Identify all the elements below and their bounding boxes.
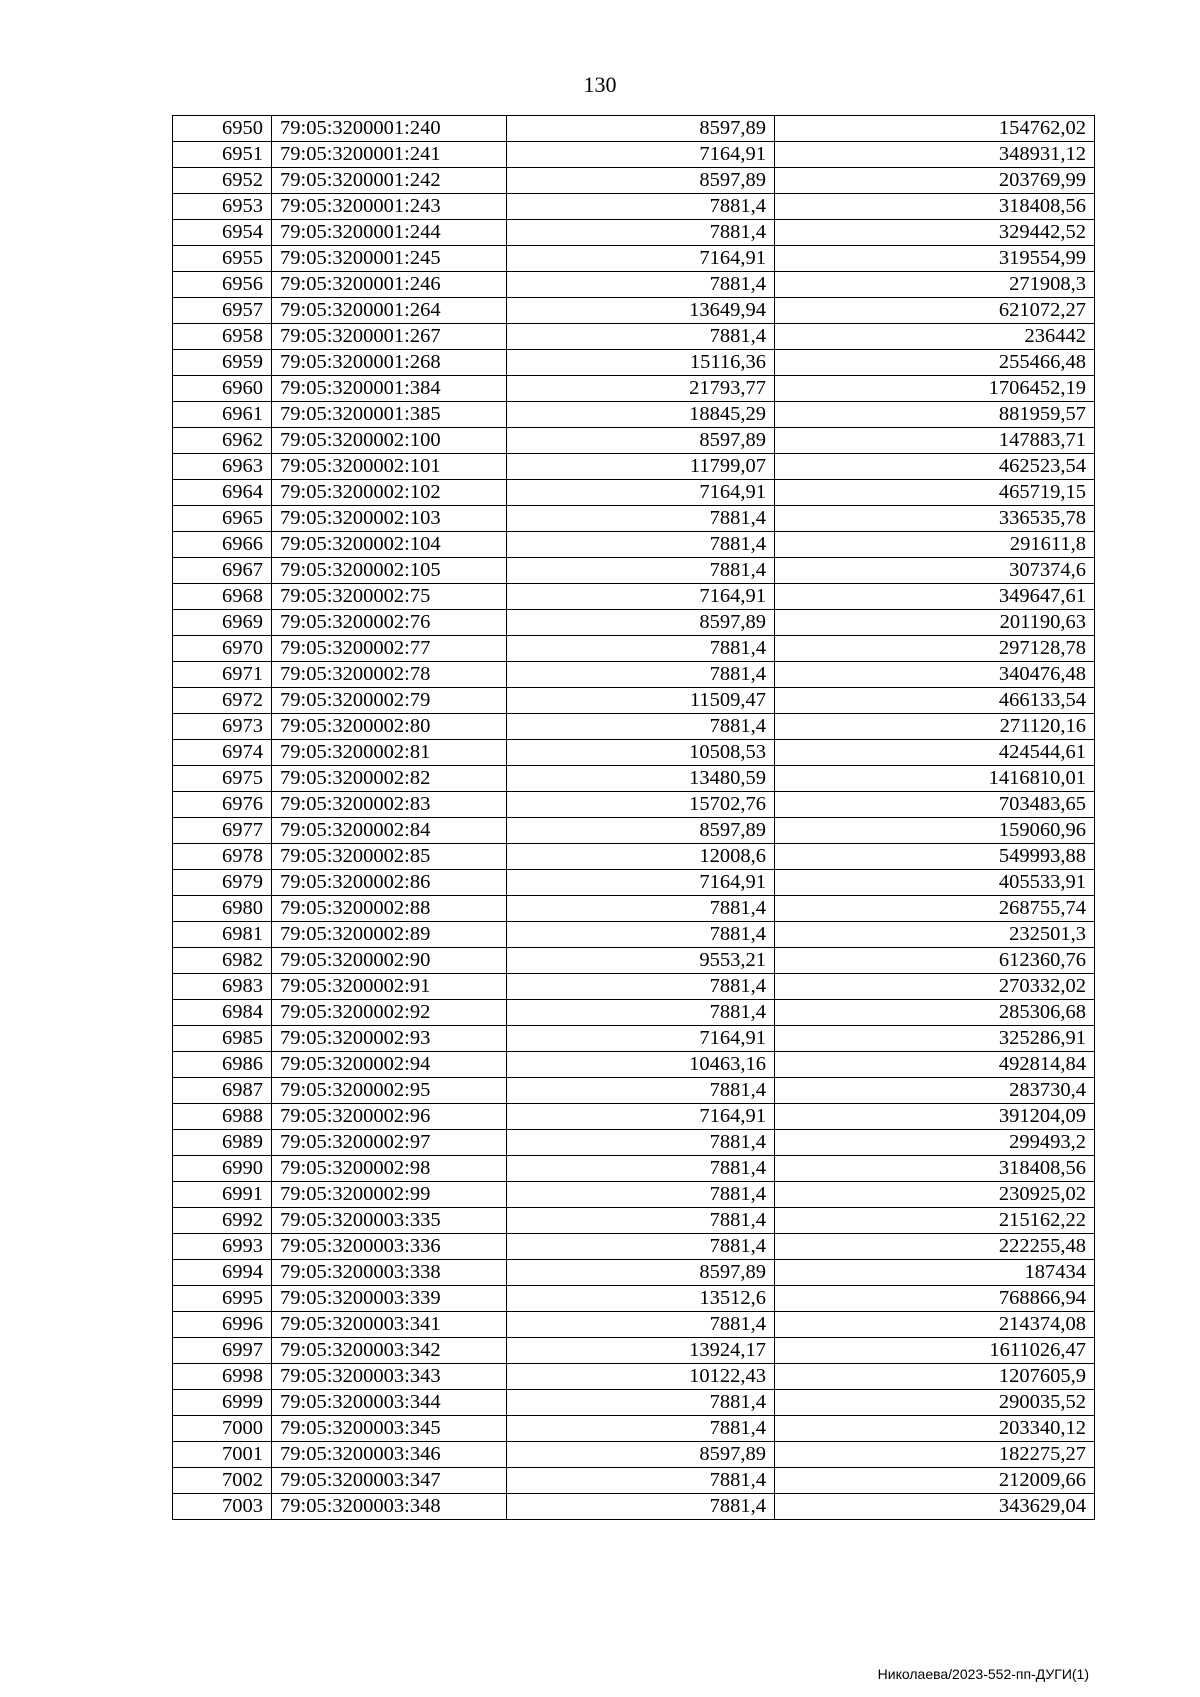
table-row <box>173 1234 1095 1260</box>
area-value-cell: 7881,4 <box>507 714 775 740</box>
cadastral-number-cell: 79:05:3200003:335 <box>272 1208 507 1234</box>
row-number-cell: 6984 <box>173 1000 272 1026</box>
row-number-cell: 7003 <box>173 1494 272 1520</box>
cadastral-value-cell: 182275,27 <box>775 1442 1095 1468</box>
cadastral-number-cell: 79:05:3200002:103 <box>272 506 507 532</box>
area-value-cell: 12008,6 <box>507 844 775 870</box>
cadastral-number-cell: 79:05:3200002:94 <box>272 1052 507 1078</box>
row-number-cell: 6995 <box>173 1286 272 1312</box>
cadastral-number-cell: 79:05:3200003:336 <box>272 1234 507 1260</box>
row-number-cell: 6982 <box>173 948 272 974</box>
area-value-cell: 21793,77 <box>507 376 775 402</box>
table-row <box>173 1416 1095 1442</box>
row-number-cell: 7001 <box>173 1442 272 1468</box>
cadastral-value-cell: 768866,94 <box>775 1286 1095 1312</box>
area-value-cell: 7164,91 <box>507 480 775 506</box>
cadastral-number-cell: 79:05:3200002:93 <box>272 1026 507 1052</box>
cadastral-number-cell: 79:05:3200003:339 <box>272 1286 507 1312</box>
row-number-cell: 6974 <box>173 740 272 766</box>
area-value-cell: 11509,47 <box>507 688 775 714</box>
cadastral-number-cell: 79:05:3200001:268 <box>272 350 507 376</box>
table-row <box>173 402 1095 428</box>
cadastral-number-cell: 79:05:3200003:341 <box>272 1312 507 1338</box>
table-row <box>173 1286 1095 1312</box>
cadastral-value-cell: 215162,22 <box>775 1208 1095 1234</box>
cadastral-value-cell: 307374,6 <box>775 558 1095 584</box>
table-row <box>173 1494 1095 1520</box>
cadastral-value-cell: 621072,27 <box>775 298 1095 324</box>
area-value-cell: 7881,4 <box>507 1234 775 1260</box>
row-number-cell: 6980 <box>173 896 272 922</box>
cadastral-value-cell: 340476,48 <box>775 662 1095 688</box>
row-number-cell: 6991 <box>173 1182 272 1208</box>
row-number-cell: 6970 <box>173 636 272 662</box>
cadastral-number-cell: 79:05:3200002:75 <box>272 584 507 610</box>
table-row <box>173 1390 1095 1416</box>
cadastral-value-cell: 612360,76 <box>775 948 1095 974</box>
area-value-cell: 8597,89 <box>507 168 775 194</box>
cadastral-number-cell: 79:05:3200002:83 <box>272 792 507 818</box>
cadastral-number-cell: 79:05:3200001:240 <box>272 116 507 142</box>
table-row <box>173 1078 1095 1104</box>
table-row <box>173 116 1095 142</box>
table-row <box>173 168 1095 194</box>
table-row <box>173 636 1095 662</box>
table-row <box>173 818 1095 844</box>
row-number-cell: 7000 <box>173 1416 272 1442</box>
cadastral-value-cell: 318408,56 <box>775 1156 1095 1182</box>
area-value-cell: 7164,91 <box>507 246 775 272</box>
cadastral-value-cell: 348931,12 <box>775 142 1095 168</box>
cadastral-value-cell: 214374,08 <box>775 1312 1095 1338</box>
table-row <box>173 870 1095 896</box>
table-row <box>173 1156 1095 1182</box>
table-row <box>173 1312 1095 1338</box>
cadastral-number-cell: 79:05:3200001:243 <box>272 194 507 220</box>
row-number-cell: 6987 <box>173 1078 272 1104</box>
cadastral-value-cell: 465719,15 <box>775 480 1095 506</box>
cadastral-number-cell: 79:05:3200002:105 <box>272 558 507 584</box>
row-number-cell: 6979 <box>173 870 272 896</box>
row-number-cell: 6954 <box>173 220 272 246</box>
row-number-cell: 6957 <box>173 298 272 324</box>
table-row <box>173 1442 1095 1468</box>
row-number-cell: 6981 <box>173 922 272 948</box>
cadastral-value-cell: 1706452,19 <box>775 376 1095 402</box>
table-row <box>173 532 1095 558</box>
table-row <box>173 1104 1095 1130</box>
row-number-cell: 6951 <box>173 142 272 168</box>
area-value-cell: 7881,4 <box>507 506 775 532</box>
area-value-cell: 8597,89 <box>507 428 775 454</box>
area-value-cell: 7881,4 <box>507 922 775 948</box>
area-value-cell: 7881,4 <box>507 532 775 558</box>
cadastral-value-cell: 319554,99 <box>775 246 1095 272</box>
cadastral-number-cell: 79:05:3200003:348 <box>272 1494 507 1520</box>
cadastral-number-cell: 79:05:3200002:100 <box>272 428 507 454</box>
cadastral-value-cell: 268755,74 <box>775 896 1095 922</box>
area-value-cell: 7881,4 <box>507 1494 775 1520</box>
area-value-cell: 13924,17 <box>507 1338 775 1364</box>
cadastral-value-cell: 462523,54 <box>775 454 1095 480</box>
cadastral-number-cell: 79:05:3200002:98 <box>272 1156 507 1182</box>
area-value-cell: 11799,07 <box>507 454 775 480</box>
area-value-cell: 8597,89 <box>507 610 775 636</box>
area-value-cell: 8597,89 <box>507 1442 775 1468</box>
row-number-cell: 6999 <box>173 1390 272 1416</box>
table-row <box>173 1000 1095 1026</box>
cadastral-value-cell: 881959,57 <box>775 402 1095 428</box>
cadastral-number-cell: 79:05:3200002:81 <box>272 740 507 766</box>
cadastral-number-cell: 79:05:3200002:91 <box>272 974 507 1000</box>
row-number-cell: 6963 <box>173 454 272 480</box>
table-row <box>173 1026 1095 1052</box>
table-row <box>173 1182 1095 1208</box>
table-row <box>173 506 1095 532</box>
row-number-cell: 6955 <box>173 246 272 272</box>
cadastral-value-cell: 466133,54 <box>775 688 1095 714</box>
cadastral-value-cell: 222255,48 <box>775 1234 1095 1260</box>
cadastral-number-cell: 79:05:3200002:89 <box>272 922 507 948</box>
area-value-cell: 7164,91 <box>507 584 775 610</box>
area-value-cell: 7881,4 <box>507 558 775 584</box>
cadastral-number-cell: 79:05:3200002:102 <box>272 480 507 506</box>
area-value-cell: 13512,6 <box>507 1286 775 1312</box>
row-number-cell: 7002 <box>173 1468 272 1494</box>
table-row <box>173 194 1095 220</box>
table-row <box>173 350 1095 376</box>
cadastral-number-cell: 79:05:3200002:99 <box>272 1182 507 1208</box>
cadastral-number-cell: 79:05:3200002:97 <box>272 1130 507 1156</box>
cadastral-number-cell: 79:05:3200002:86 <box>272 870 507 896</box>
cadastral-number-cell: 79:05:3200002:78 <box>272 662 507 688</box>
area-value-cell: 7881,4 <box>507 194 775 220</box>
row-number-cell: 6976 <box>173 792 272 818</box>
table-row <box>173 792 1095 818</box>
cadastral-value-cell: 549993,88 <box>775 844 1095 870</box>
table-row <box>173 298 1095 324</box>
row-number-cell: 6961 <box>173 402 272 428</box>
table-row <box>173 1130 1095 1156</box>
cadastral-number-cell: 79:05:3200002:92 <box>272 1000 507 1026</box>
area-value-cell: 15702,76 <box>507 792 775 818</box>
cadastral-value-cell: 159060,96 <box>775 818 1095 844</box>
area-value-cell: 10122,43 <box>507 1364 775 1390</box>
area-value-cell: 8597,89 <box>507 1260 775 1286</box>
table-row <box>173 896 1095 922</box>
cadastral-value-cell: 270332,02 <box>775 974 1095 1000</box>
cadastral-value-cell: 232501,3 <box>775 922 1095 948</box>
table-row <box>173 1338 1095 1364</box>
cadastral-number-cell: 79:05:3200001:385 <box>272 402 507 428</box>
cadastral-number-cell: 79:05:3200002:101 <box>272 454 507 480</box>
row-number-cell: 6989 <box>173 1130 272 1156</box>
area-value-cell: 7881,4 <box>507 1078 775 1104</box>
table-row <box>173 1208 1095 1234</box>
document-footer-code: Николаева/2023-552-пп-ДУГИ(1) <box>877 1666 1089 1682</box>
cadastral-number-cell: 79:05:3200001:241 <box>272 142 507 168</box>
cadastral-value-cell: 1416810,01 <box>775 766 1095 792</box>
table-row <box>173 454 1095 480</box>
cadastral-number-cell: 79:05:3200001:245 <box>272 246 507 272</box>
area-value-cell: 10463,16 <box>507 1052 775 1078</box>
area-value-cell: 18845,29 <box>507 402 775 428</box>
cadastral-value-cell: 492814,84 <box>775 1052 1095 1078</box>
cadastral-value-cell: 203769,99 <box>775 168 1095 194</box>
area-value-cell: 7881,4 <box>507 1416 775 1442</box>
cadastral-value-cell: 187434 <box>775 1260 1095 1286</box>
row-number-cell: 6968 <box>173 584 272 610</box>
cadastral-value-cell: 424544,61 <box>775 740 1095 766</box>
cadastral-value-cell: 255466,48 <box>775 350 1095 376</box>
cadastral-number-cell: 79:05:3200001:384 <box>272 376 507 402</box>
cadastral-number-cell: 79:05:3200001:264 <box>272 298 507 324</box>
table-row <box>173 584 1095 610</box>
area-value-cell: 8597,89 <box>507 116 775 142</box>
area-value-cell: 10508,53 <box>507 740 775 766</box>
table-row <box>173 610 1095 636</box>
cadastral-number-cell: 79:05:3200002:96 <box>272 1104 507 1130</box>
table-row <box>173 220 1095 246</box>
cadastral-value-cell: 405533,91 <box>775 870 1095 896</box>
cadastral-number-cell: 79:05:3200002:76 <box>272 610 507 636</box>
area-value-cell: 7881,4 <box>507 1390 775 1416</box>
cadastral-value-cell: 291611,8 <box>775 532 1095 558</box>
cadastral-value-cell: 236442 <box>775 324 1095 350</box>
cadastral-value-table <box>172 115 1095 1520</box>
cadastral-value-cell: 329442,52 <box>775 220 1095 246</box>
row-number-cell: 6960 <box>173 376 272 402</box>
area-value-cell: 7881,4 <box>507 896 775 922</box>
cadastral-number-cell: 79:05:3200002:95 <box>272 1078 507 1104</box>
table-row <box>173 1052 1095 1078</box>
cadastral-value-cell: 703483,65 <box>775 792 1095 818</box>
cadastral-value-cell: 212009,66 <box>775 1468 1095 1494</box>
row-number-cell: 6996 <box>173 1312 272 1338</box>
row-number-cell: 6959 <box>173 350 272 376</box>
cadastral-number-cell: 79:05:3200002:104 <box>272 532 507 558</box>
cadastral-value-cell: 297128,78 <box>775 636 1095 662</box>
row-number-cell: 6986 <box>173 1052 272 1078</box>
cadastral-value-cell: 343629,04 <box>775 1494 1095 1520</box>
cadastral-value-cell: 391204,09 <box>775 1104 1095 1130</box>
cadastral-number-cell: 79:05:3200002:90 <box>272 948 507 974</box>
area-value-cell: 7881,4 <box>507 662 775 688</box>
cadastral-number-cell: 79:05:3200002:79 <box>272 688 507 714</box>
row-number-cell: 6992 <box>173 1208 272 1234</box>
area-value-cell: 8597,89 <box>507 818 775 844</box>
area-value-cell: 13480,59 <box>507 766 775 792</box>
cadastral-value-cell: 336535,78 <box>775 506 1095 532</box>
table-row <box>173 688 1095 714</box>
cadastral-value-cell: 201190,63 <box>775 610 1095 636</box>
cadastral-number-cell: 79:05:3200003:345 <box>272 1416 507 1442</box>
cadastral-value-cell: 299493,2 <box>775 1130 1095 1156</box>
row-number-cell: 6985 <box>173 1026 272 1052</box>
area-value-cell: 7881,4 <box>507 636 775 662</box>
cadastral-number-cell: 79:05:3200001:246 <box>272 272 507 298</box>
table-row <box>173 246 1095 272</box>
area-value-cell: 7881,4 <box>507 1312 775 1338</box>
cadastral-number-cell: 79:05:3200001:242 <box>272 168 507 194</box>
table-row <box>173 1364 1095 1390</box>
cadastral-value-cell: 154762,02 <box>775 116 1095 142</box>
area-value-cell: 7881,4 <box>507 324 775 350</box>
cadastral-number-cell: 79:05:3200002:84 <box>272 818 507 844</box>
row-number-cell: 6962 <box>173 428 272 454</box>
row-number-cell: 6958 <box>173 324 272 350</box>
cadastral-value-cell: 283730,4 <box>775 1078 1095 1104</box>
table-row <box>173 766 1095 792</box>
cadastral-number-cell: 79:05:3200001:244 <box>272 220 507 246</box>
table-row <box>173 740 1095 766</box>
cadastral-number-cell: 79:05:3200003:347 <box>272 1468 507 1494</box>
row-number-cell: 6998 <box>173 1364 272 1390</box>
cadastral-value-cell: 318408,56 <box>775 194 1095 220</box>
cadastral-value-cell: 285306,68 <box>775 1000 1095 1026</box>
cadastral-number-cell: 79:05:3200002:82 <box>272 766 507 792</box>
table-body <box>173 116 1095 1520</box>
row-number-cell: 6971 <box>173 662 272 688</box>
table-row <box>173 558 1095 584</box>
cadastral-value-cell: 271120,16 <box>775 714 1095 740</box>
area-value-cell: 7881,4 <box>507 272 775 298</box>
cadastral-value-cell: 203340,12 <box>775 1416 1095 1442</box>
row-number-cell: 6964 <box>173 480 272 506</box>
table-row <box>173 922 1095 948</box>
cadastral-number-cell: 79:05:3200003:338 <box>272 1260 507 1286</box>
table-row <box>173 480 1095 506</box>
row-number-cell: 6952 <box>173 168 272 194</box>
table-row <box>173 142 1095 168</box>
area-value-cell: 7164,91 <box>507 1026 775 1052</box>
area-value-cell: 7881,4 <box>507 974 775 1000</box>
area-value-cell: 7164,91 <box>507 870 775 896</box>
row-number-cell: 6956 <box>173 272 272 298</box>
table-row <box>173 428 1095 454</box>
page-number: 130 <box>583 72 617 97</box>
cadastral-value-cell: 290035,52 <box>775 1390 1095 1416</box>
table-row <box>173 1260 1095 1286</box>
area-value-cell: 7881,4 <box>507 220 775 246</box>
cadastral-value-cell: 325286,91 <box>775 1026 1095 1052</box>
area-value-cell: 7881,4 <box>507 1208 775 1234</box>
table-row <box>173 376 1095 402</box>
area-value-cell: 7881,4 <box>507 1182 775 1208</box>
row-number-cell: 6993 <box>173 1234 272 1260</box>
area-value-cell: 15116,36 <box>507 350 775 376</box>
row-number-cell: 6978 <box>173 844 272 870</box>
area-value-cell: 7881,4 <box>507 1468 775 1494</box>
area-value-cell: 7164,91 <box>507 1104 775 1130</box>
area-value-cell: 7164,91 <box>507 142 775 168</box>
row-number-cell: 6994 <box>173 1260 272 1286</box>
cadastral-number-cell: 79:05:3200003:342 <box>272 1338 507 1364</box>
cadastral-number-cell: 79:05:3200002:88 <box>272 896 507 922</box>
cadastral-number-cell: 79:05:3200003:346 <box>272 1442 507 1468</box>
row-number-cell: 6977 <box>173 818 272 844</box>
area-value-cell: 7881,4 <box>507 1130 775 1156</box>
cadastral-value-cell: 1611026,47 <box>775 1338 1095 1364</box>
area-value-cell: 7881,4 <box>507 1156 775 1182</box>
cadastral-number-cell: 79:05:3200003:343 <box>272 1364 507 1390</box>
row-number-cell: 6983 <box>173 974 272 1000</box>
table-row <box>173 662 1095 688</box>
table-row <box>173 714 1095 740</box>
cadastral-value-cell: 147883,71 <box>775 428 1095 454</box>
row-number-cell: 6990 <box>173 1156 272 1182</box>
row-number-cell: 6950 <box>173 116 272 142</box>
cadastral-value-cell: 230925,02 <box>775 1182 1095 1208</box>
area-value-cell: 13649,94 <box>507 298 775 324</box>
cadastral-value-cell: 271908,3 <box>775 272 1095 298</box>
area-value-cell: 9553,21 <box>507 948 775 974</box>
cadastral-number-cell: 79:05:3200001:267 <box>272 324 507 350</box>
table-row <box>173 948 1095 974</box>
table-row <box>173 974 1095 1000</box>
row-number-cell: 6953 <box>173 194 272 220</box>
table-row <box>173 324 1095 350</box>
cadastral-number-cell: 79:05:3200002:85 <box>272 844 507 870</box>
row-number-cell: 6975 <box>173 766 272 792</box>
row-number-cell: 6965 <box>173 506 272 532</box>
cadastral-number-cell: 79:05:3200002:77 <box>272 636 507 662</box>
cadastral-number-cell: 79:05:3200002:80 <box>272 714 507 740</box>
row-number-cell: 6973 <box>173 714 272 740</box>
area-value-cell: 7881,4 <box>507 1000 775 1026</box>
cadastral-value-cell: 1207605,9 <box>775 1364 1095 1390</box>
row-number-cell: 6997 <box>173 1338 272 1364</box>
table-row <box>173 1468 1095 1494</box>
table-row <box>173 844 1095 870</box>
row-number-cell: 6972 <box>173 688 272 714</box>
row-number-cell: 6988 <box>173 1104 272 1130</box>
row-number-cell: 6967 <box>173 558 272 584</box>
table-row <box>173 272 1095 298</box>
cadastral-value-cell: 349647,61 <box>775 584 1095 610</box>
row-number-cell: 6969 <box>173 610 272 636</box>
row-number-cell: 6966 <box>173 532 272 558</box>
cadastral-number-cell: 79:05:3200003:344 <box>272 1390 507 1416</box>
